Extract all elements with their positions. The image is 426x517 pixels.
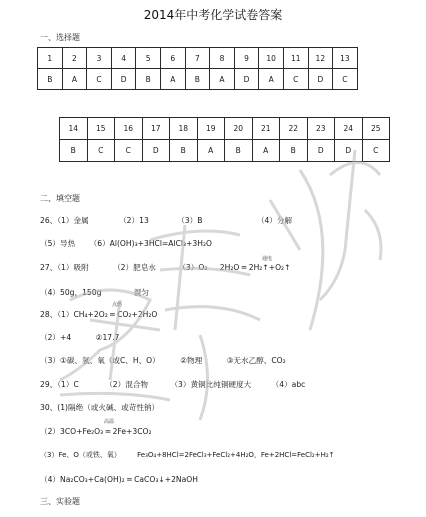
section-heading-experiment: 三、实验题 bbox=[40, 497, 80, 506]
question-number-cell: 16 bbox=[115, 118, 143, 140]
question-number-cell: 23 bbox=[307, 118, 335, 140]
question-number-cell: 3 bbox=[87, 48, 112, 69]
question-number-cell: 21 bbox=[252, 118, 280, 140]
watermark-stroke bbox=[270, 170, 323, 330]
question-number-cell: 20 bbox=[225, 118, 253, 140]
answer-line-27a bbox=[40, 262, 293, 273]
question-number-cell: 4 bbox=[111, 48, 136, 69]
answer-text: （4）50g，150g bbox=[40, 288, 102, 297]
question-number-cell: 24 bbox=[335, 118, 363, 140]
question-number-cell: 17 bbox=[142, 118, 170, 140]
answer-text: 26、（1）金属 bbox=[40, 216, 89, 225]
answer-cell: C bbox=[87, 140, 115, 162]
answer-text: ②物理 bbox=[180, 356, 203, 365]
answer-text: （4）Na₂CO₃+Ca(OH)₂ ═ CaCO₃↓+2NaOH bbox=[40, 475, 198, 484]
answer-text: 混匀 bbox=[133, 288, 150, 297]
question-number-cell: 25 bbox=[362, 118, 390, 140]
table-number-row bbox=[60, 118, 390, 140]
answer-cell: A bbox=[160, 69, 185, 90]
answer-text: （4）abc bbox=[271, 380, 306, 389]
answer-text: （2）肥皂水 bbox=[113, 263, 156, 272]
answer-line-30b bbox=[40, 426, 155, 437]
answer-text: （2）+4 bbox=[40, 333, 72, 342]
answer-cell: D bbox=[111, 69, 136, 90]
answer-cell: B bbox=[38, 69, 63, 90]
question-number-cell: 22 bbox=[280, 118, 308, 140]
answer-cell: D bbox=[307, 140, 335, 162]
question-number-cell: 1 bbox=[38, 48, 63, 69]
answer-line-30c bbox=[40, 450, 338, 460]
table-number-row bbox=[38, 48, 358, 69]
condition-label: 高温 bbox=[104, 419, 115, 425]
answer-text: Fe₃O₄+8HCl=2FeCl₃+FeCl₂+4H₂O，Fe+2HCl=FeCl₂+H₂↑ bbox=[137, 451, 335, 459]
answer-line-30a bbox=[40, 402, 162, 413]
answer-line-28a bbox=[40, 309, 160, 320]
question-number-cell: 8 bbox=[210, 48, 235, 69]
answer-table-2 bbox=[59, 117, 390, 162]
answer-text: （6）Al(OH)₃+3HCl=AlCl₃+3H₂O bbox=[89, 239, 212, 248]
answer-cell: D bbox=[308, 69, 333, 90]
answer-cell: B bbox=[280, 140, 308, 162]
answer-text: 30、(1)隔绝（或火碱、或苛性钠） bbox=[40, 403, 160, 412]
answer-text: （5）导热 bbox=[40, 239, 76, 248]
answer-cell: C bbox=[87, 69, 112, 90]
answer-text: （2）3CO+Fe₂O₃ ═ 2Fe+3CO₂ bbox=[40, 427, 152, 436]
condition-label: 点燃 bbox=[112, 302, 123, 308]
watermark-stroke bbox=[150, 225, 260, 420]
section-heading-choice: 一、选择题 bbox=[40, 33, 80, 42]
answer-text: 27、（1）吸附 bbox=[40, 263, 89, 272]
answer-text: （4）分解 bbox=[256, 216, 293, 225]
answer-text: （3）①碳、氢、氧（或C、H、O） bbox=[40, 356, 160, 365]
answer-text: （2）混合物 bbox=[105, 380, 149, 389]
answer-cell: A bbox=[252, 140, 280, 162]
question-number-cell: 19 bbox=[197, 118, 225, 140]
question-number-cell: 7 bbox=[185, 48, 210, 69]
question-number-cell: 12 bbox=[308, 48, 333, 69]
answer-cell: A bbox=[62, 69, 87, 90]
answer-line-28b bbox=[40, 332, 122, 343]
section-heading-fill: 二、填空题 bbox=[40, 194, 80, 203]
answer-cell: C bbox=[333, 69, 358, 90]
watermark-stroke bbox=[320, 150, 381, 300]
answer-cell: A bbox=[197, 140, 225, 162]
answer-line-27b bbox=[40, 287, 152, 298]
question-number-cell: 11 bbox=[283, 48, 308, 69]
question-number-cell: 6 bbox=[160, 48, 185, 69]
answer-cell: D bbox=[142, 140, 170, 162]
document-title: 2014年中考化学试卷答案 bbox=[143, 8, 283, 22]
question-number-cell: 18 bbox=[170, 118, 198, 140]
answer-text: ②17.7 bbox=[95, 333, 120, 342]
answer-text: 28、（1）CH₄+2O₂ ═ CO₂+2H₂O bbox=[40, 310, 158, 319]
answer-text: ③无水乙醇、CO₂ bbox=[226, 356, 286, 365]
answer-line-30d bbox=[40, 474, 201, 485]
answer-table-1 bbox=[37, 47, 358, 90]
answer-cell: B bbox=[170, 140, 198, 162]
answer-cell: D bbox=[234, 69, 259, 90]
answer-cell: B bbox=[225, 140, 253, 162]
answer-text: （2）13 bbox=[119, 216, 149, 225]
answer-cell: B bbox=[185, 69, 210, 90]
answer-line-29 bbox=[40, 379, 308, 390]
answer-text: （3）B bbox=[177, 216, 203, 225]
answer-line-28c bbox=[40, 355, 289, 366]
question-number-cell: 5 bbox=[136, 48, 161, 69]
answer-cell: A bbox=[210, 69, 235, 90]
condition-label: 通电 bbox=[262, 256, 273, 262]
answer-text: （3）Fe、O（或铁、氧） bbox=[40, 451, 121, 459]
table-answer-row bbox=[38, 69, 358, 90]
answer-cell: C bbox=[362, 140, 390, 162]
answer-cell: D bbox=[335, 140, 363, 162]
answer-cell: C bbox=[115, 140, 143, 162]
answer-cell: C bbox=[283, 69, 308, 90]
answer-cell: B bbox=[136, 69, 161, 90]
answer-text: （3）黄铜比纯铜硬度大 bbox=[170, 380, 252, 389]
question-number-cell: 9 bbox=[234, 48, 259, 69]
question-number-cell: 15 bbox=[87, 118, 115, 140]
answer-cell: A bbox=[259, 69, 284, 90]
question-number-cell: 10 bbox=[259, 48, 284, 69]
answer-text: 2H₂O ═ 2H₂↑+O₂↑ bbox=[219, 263, 291, 272]
question-number-cell: 13 bbox=[333, 48, 358, 69]
answer-cell: B bbox=[60, 140, 88, 162]
question-number-cell: 14 bbox=[60, 118, 88, 140]
answer-line-26a bbox=[40, 215, 295, 226]
table-answer-row bbox=[60, 140, 390, 162]
question-number-cell: 2 bbox=[62, 48, 87, 69]
answer-line-26b bbox=[40, 238, 215, 249]
answer-text: 29、（1）C bbox=[40, 380, 79, 389]
answer-text: （3）O₂ bbox=[178, 263, 208, 272]
